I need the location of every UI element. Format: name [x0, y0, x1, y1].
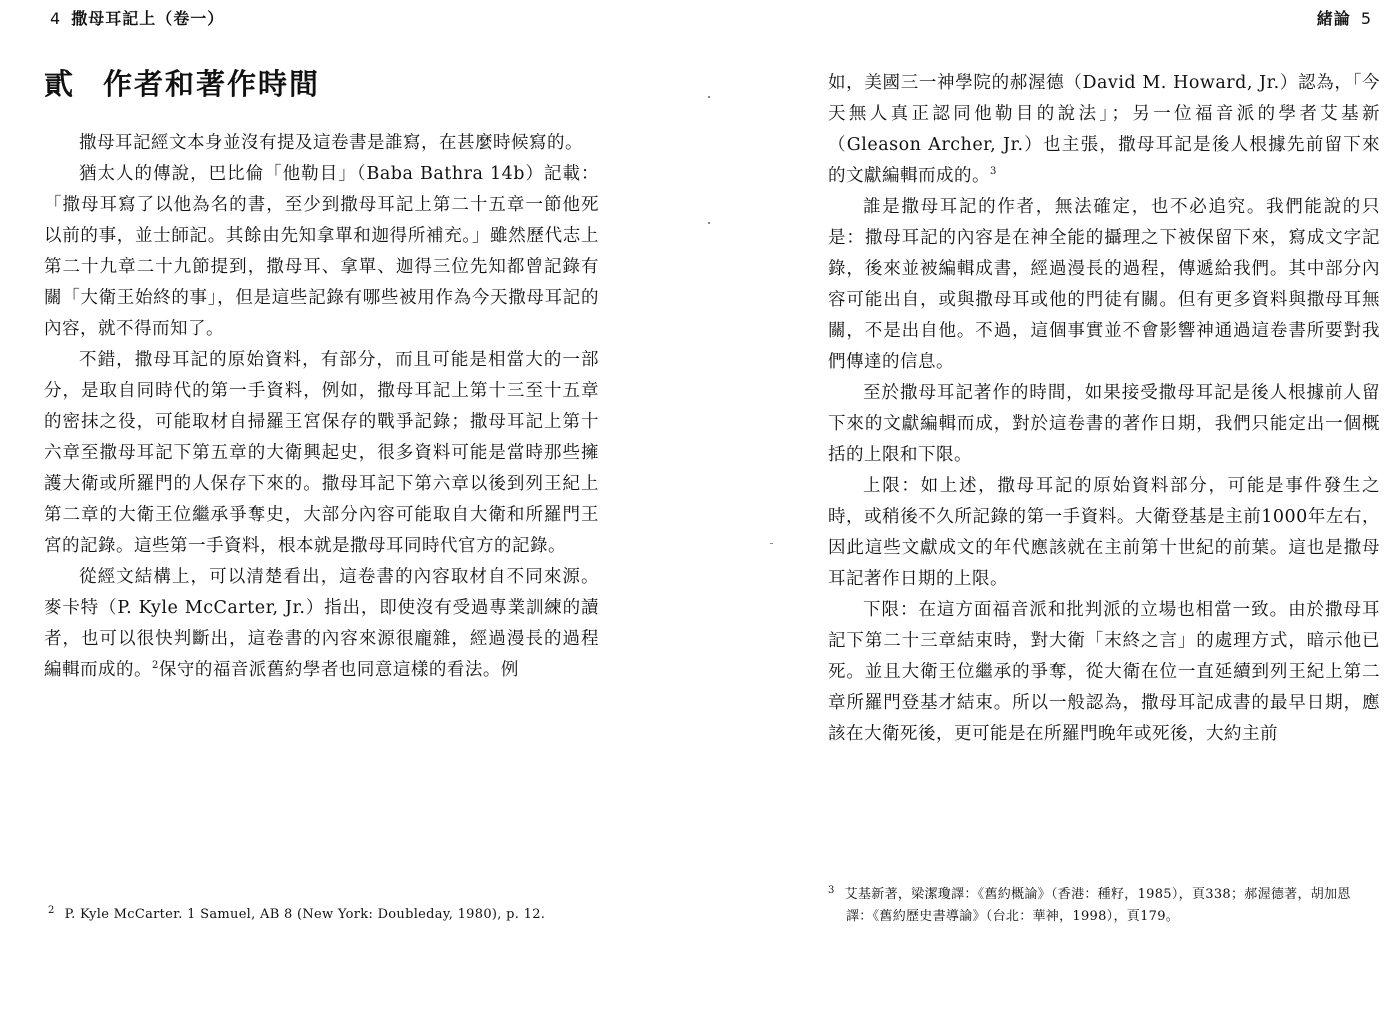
section-title	[44, 62, 320, 103]
paragraph-jewish-tradition: 猶太人的傳說，巴比倫「他勒目」（Baba Bathra 14b）記載：「撒母耳寫了以他為名的書，至少到撒母耳記上第二十五章一節他死以前的事，並士師記。其餘由先知拿單和迦得所補充。」雖然歷代志上第二十九章二十九節提到，撒母耳、拿單、迦得三位先知都曾記錄有關「大衛王始終的事」，但是這些記錄有哪些被用作為今天撒母耳記的內容，就不得而知了。	[44, 164, 599, 339]
scan-speck	[770, 543, 773, 544]
scan-speck	[708, 96, 710, 98]
paragraph-continuation	[828, 68, 1380, 192]
section-title-text: 作者和著作時間	[103, 67, 321, 101]
paragraph-original-sources: 不錯，撒母耳記的原始資料，有部分，而且可能是相當大的一部分，是取自同時代的第一手資料，例如，撒母耳記上第十三至十五章的密抹之役，可能取材自掃羅王宮保存的戰爭記錄；撒母耳記上第十六章至撒母耳記下第五章的大衛興起史，很多資料可能是當時那些擁護大衛或所羅門的人保存下來的。撒母耳記下第六章以後到列王紀上第二章的大衛王位繼承爭奪史，大部分內容可能取自大衛和所羅門王宮的記錄。這些第一手資料，根本就是撒母耳同時代官方的記錄。	[44, 350, 599, 556]
right-running-title: 緒論	[1316, 9, 1351, 28]
right-page	[700, 0, 1400, 1012]
left-page-number: 4	[50, 9, 62, 28]
footnote-3-line1	[828, 880, 1380, 906]
paragraph-structure	[44, 562, 599, 686]
right-footnote	[828, 880, 1380, 928]
right-page-number: 5	[1360, 9, 1372, 28]
paragraph-structure-tail: 保守的福音派舊約學者也同意這樣的看法。例	[158, 660, 519, 680]
left-body-text	[44, 128, 599, 686]
paragraph-lower-limit: 下限：在這方面福音派和批判派的立場也相當一致。由於撒母耳記下第二十三章結束時，對大衛「末終之言」的處理方式，暗示他已死。並且大衛王位繼承的爭奪，從大衛在位一直延續到列王紀上第二章所羅門登基才結束。所以一般認為，撒母耳記成書的最早日期，應該在大衛死後，更可能是在所羅門晚年或死後，大約主前	[828, 600, 1380, 744]
footnote-text-3a: 艾基新著，梁潔瓊譯：《舊約概論》（香港：種籽，1985），頁338；郝渥德著，胡加恩	[844, 887, 1351, 902]
paragraph-continuation-text: 如，美國三一神學院的郝渥德（David M. Howard, Jr.）認為，「今天無人真正認同他勒目的說法」；另一位福音派的學者艾基新（Gleason Archer, Jr.）也主張，撒母耳記是後人根據先前留下來的文獻編輯而成的。	[828, 73, 1380, 186]
left-running-head	[40, 6, 224, 29]
paragraph-author-unknown: 誰是撒母耳記的作者，無法確定，也不必追究。我們能說的只是：撒母耳記的內容是在神全能的攝理之下被保留下來，寫成文字記錄，後來並被編輯成書，經過漫長的過程，傳遞給我們。其中部分內容可能出自，或與撒母耳或他的門徒有關。但有更多資料與撒母耳無關，不是出自他。不過，這個事實並不會影響神通過這卷書所要對我們傳達的信息。	[828, 197, 1380, 372]
paragraph-structure-text: 從經文結構上，可以清楚看出，這卷書的內容取材自不同來源。麥卡特（P. Kyle McCarter, Jr.）指出，即使沒有受過專業訓練的讀者，也可以很快判斷出，這卷書的內容來源很龐雜，經過漫長的過程編輯而成的。	[44, 567, 599, 680]
left-footnote	[48, 900, 608, 926]
footnote-3-line2: 譯：《舊約歷史書導論》（台北：華神，1998），頁179。	[846, 909, 1180, 924]
left-running-title: 撒母耳記上（卷一）	[71, 9, 225, 28]
paragraph-authorship-intro: 撒母耳記經文本身並沒有提及這卷書是誰寫，在甚麼時候寫的。	[79, 133, 583, 153]
scan-speck	[708, 222, 710, 224]
paragraph-dating: 至於撒母耳記著作的時間，如果接受撒母耳記是後人根據前人留下來的文獻編輯而成，對於這卷書的著作日期，我們只能定出一個概括的上限和下限。	[828, 383, 1380, 465]
section-ordinal: 貳	[44, 67, 76, 101]
footnote-number-3: 3	[828, 885, 835, 896]
footnote-ref-3: 3	[990, 166, 997, 177]
right-running-head	[1317, 6, 1382, 29]
footnote-number-2: 2	[48, 905, 55, 916]
right-body-text	[828, 68, 1380, 750]
footnote-ref-2: 2	[152, 660, 159, 671]
footnote-text-2: P. Kyle McCarter. 1 Samuel, AB 8 (New York: Doubleday, 1980), p. 12.	[64, 907, 546, 922]
paragraph-upper-limit: 上限：如上述，撒母耳記的原始資料部分，可能是事件發生之時，或稍後不久所記錄的第一手資料。大衛登基是主前1000年左右，因此這些文獻成文的年代應該就在主前第十世紀的前葉。這也是撒母耳記著作日期的上限。	[828, 476, 1380, 589]
